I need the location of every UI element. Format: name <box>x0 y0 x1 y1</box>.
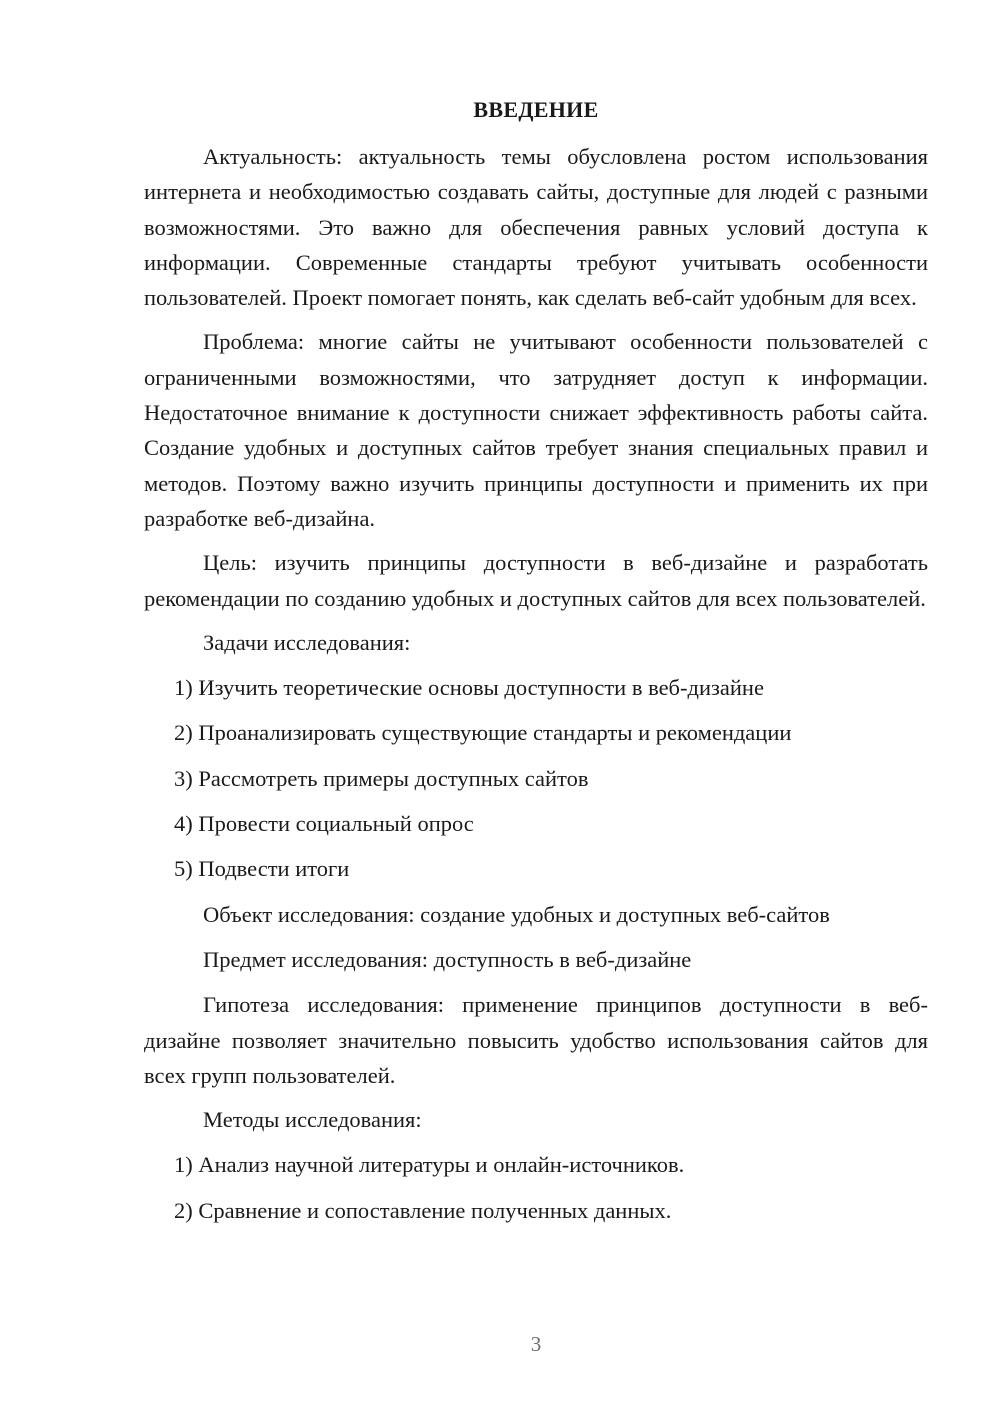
tasks-list <box>144 670 928 886</box>
problem-paragraph: Проблема: многие сайты не учитывают особенности пользователей с ограниченными возможностями, что затрудняет доступ к информации. Недостаточное внимание к доступности снижает эффективность работы сайта. Создание удобных и доступных сайтов требует знания специальных правил и методов. Поэтому важно изучить принципы доступности и применить их при разработке веб-дизайна. <box>144 329 928 531</box>
page-number: 3 <box>530 1332 542 1356</box>
subject-line: Предмет исследования: доступность в веб-дизайне <box>203 946 692 972</box>
list-item: 5) Подвести итоги <box>174 856 350 882</box>
list-item: 1) Изучить теоретические основы доступности в веб-дизайне <box>174 675 764 701</box>
methods-title: Методы исследования: <box>203 1107 422 1133</box>
page-content <box>144 95 928 1238</box>
list-item: 2) Проанализировать существующие стандарты и рекомендации <box>174 720 792 746</box>
section-heading: ВВЕДЕНИЕ <box>473 97 599 122</box>
tasks-title: Задачи исследования: <box>203 629 411 655</box>
hypothesis-paragraph: Гипотеза исследования: применение принципов доступности в веб-дизайне позволяет значительно повысить удобство использования сайтов для всех групп пользователей. <box>144 992 928 1088</box>
list-item: 4) Провести социальный опрос <box>174 811 474 837</box>
goal-paragraph: Цель: изучить принципы доступности в веб-дизайне и разработать рекомендации по созданию удобных и доступных сайтов для всех пользователей. <box>144 550 928 611</box>
list-item: 3) Рассмотреть примеры доступных сайтов <box>174 765 589 791</box>
object-line: Объект исследования: создание удобных и доступных веб-сайтов <box>203 901 830 927</box>
list-item: 1) Анализ научной литературы и онлайн-источников. <box>174 1152 685 1178</box>
relevance-paragraph: Актуальность: актуальность темы обусловлена ростом использования интернета и необходимостью создавать сайты, доступные для людей с разными возможностями. Это важно для обеспечения равных условий доступа к информации. Современные стандарты требуют учитывать особенности пользователей. Проект помогает понять, как сделать веб-сайт удобным для всех. <box>144 144 928 311</box>
list-item: 2) Сравнение и сопоставление полученных данных. <box>174 1197 672 1223</box>
methods-list <box>144 1147 928 1228</box>
